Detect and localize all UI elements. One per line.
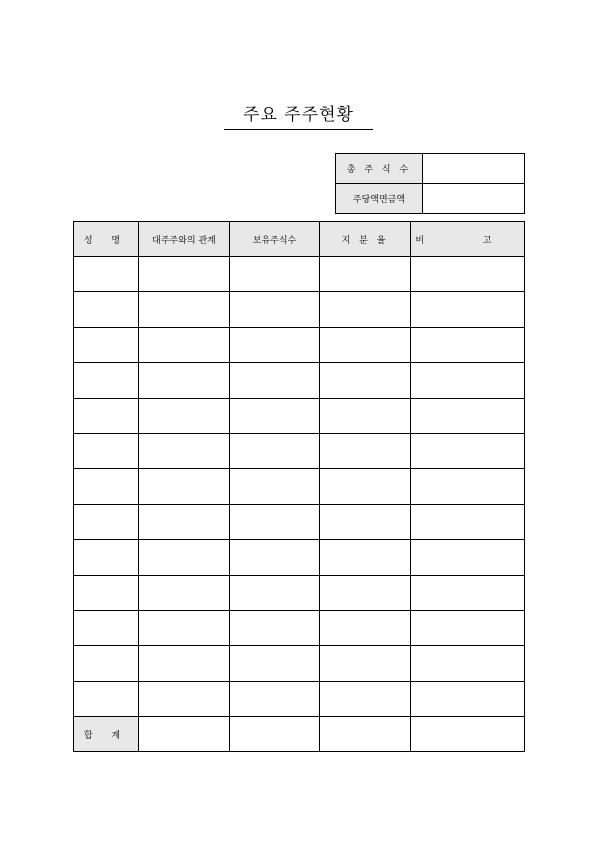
summary-row-total-shares	[336, 154, 525, 184]
shares-held-cell[interactable]	[230, 646, 320, 681]
relationship-cell[interactable]	[139, 575, 230, 610]
relationship-cell[interactable]	[139, 646, 230, 681]
table-body	[74, 257, 525, 717]
table-row	[74, 540, 525, 575]
header-relationship: 대주주와의 관계	[139, 222, 230, 257]
name-cell[interactable]	[74, 327, 139, 362]
relationship-cell[interactable]	[139, 363, 230, 398]
shares-held-cell[interactable]	[230, 610, 320, 645]
shares-held-cell[interactable]	[230, 363, 320, 398]
table-row	[74, 398, 525, 433]
name-cell[interactable]	[74, 681, 139, 716]
header-shares-held: 보유주식수	[230, 222, 320, 257]
par-value-label: 주당액면금액	[336, 184, 423, 214]
table-row	[74, 575, 525, 610]
relationship-cell[interactable]	[139, 327, 230, 362]
total-relationship-cell[interactable]	[139, 717, 230, 752]
name-cell[interactable]	[74, 504, 139, 539]
table-row	[74, 610, 525, 645]
remarks-cell[interactable]	[411, 257, 525, 292]
ownership-ratio-cell[interactable]	[320, 575, 411, 610]
relationship-cell[interactable]	[139, 257, 230, 292]
shares-held-cell[interactable]	[230, 575, 320, 610]
ownership-ratio-cell[interactable]	[320, 398, 411, 433]
relationship-cell[interactable]	[139, 469, 230, 504]
table-row	[74, 292, 525, 327]
ownership-ratio-cell[interactable]	[320, 363, 411, 398]
header-name: 성 명	[74, 222, 139, 257]
shares-held-cell[interactable]	[230, 292, 320, 327]
ownership-ratio-cell[interactable]	[320, 292, 411, 327]
ownership-ratio-cell[interactable]	[320, 610, 411, 645]
remarks-cell[interactable]	[411, 646, 525, 681]
name-cell[interactable]	[74, 540, 139, 575]
remarks-cell[interactable]	[411, 575, 525, 610]
title-underline	[224, 129, 373, 130]
relationship-cell[interactable]	[139, 681, 230, 716]
relationship-cell[interactable]	[139, 540, 230, 575]
ownership-ratio-cell[interactable]	[320, 433, 411, 468]
remarks-cell[interactable]	[411, 540, 525, 575]
name-cell[interactable]	[74, 469, 139, 504]
name-cell[interactable]	[74, 363, 139, 398]
table-row	[74, 646, 525, 681]
table-row	[74, 433, 525, 468]
relationship-cell[interactable]	[139, 433, 230, 468]
table-row	[74, 327, 525, 362]
name-cell[interactable]	[74, 433, 139, 468]
remarks-cell[interactable]	[411, 504, 525, 539]
total-shares-value[interactable]	[423, 154, 525, 184]
relationship-cell[interactable]	[139, 292, 230, 327]
shares-held-cell[interactable]	[230, 681, 320, 716]
table-row	[74, 363, 525, 398]
header-remarks: 비 고	[411, 222, 525, 257]
ownership-ratio-cell[interactable]	[320, 681, 411, 716]
ownership-ratio-cell[interactable]	[320, 540, 411, 575]
ownership-ratio-cell[interactable]	[320, 257, 411, 292]
remarks-cell[interactable]	[411, 681, 525, 716]
total-label: 합 계	[74, 717, 139, 752]
shares-held-cell[interactable]	[230, 469, 320, 504]
summary-row-par-value	[336, 184, 525, 214]
name-cell[interactable]	[74, 257, 139, 292]
remarks-cell[interactable]	[411, 610, 525, 645]
table-row	[74, 257, 525, 292]
relationship-cell[interactable]	[139, 398, 230, 433]
ownership-ratio-cell[interactable]	[320, 469, 411, 504]
table-row	[74, 469, 525, 504]
share-summary-table	[335, 153, 525, 214]
ownership-ratio-cell[interactable]	[320, 646, 411, 681]
total-shares-label: 총 주 식 수	[336, 154, 423, 184]
shares-held-cell[interactable]	[230, 327, 320, 362]
name-cell[interactable]	[74, 398, 139, 433]
remarks-cell[interactable]	[411, 363, 525, 398]
remarks-cell[interactable]	[411, 469, 525, 504]
total-shares-cell[interactable]	[230, 717, 320, 752]
par-value-value[interactable]	[423, 184, 525, 214]
name-cell[interactable]	[74, 610, 139, 645]
name-cell[interactable]	[74, 292, 139, 327]
name-cell[interactable]	[74, 646, 139, 681]
remarks-cell[interactable]	[411, 292, 525, 327]
remarks-cell[interactable]	[411, 398, 525, 433]
ownership-ratio-cell[interactable]	[320, 504, 411, 539]
ownership-ratio-cell[interactable]	[320, 327, 411, 362]
shares-held-cell[interactable]	[230, 504, 320, 539]
shares-held-cell[interactable]	[230, 398, 320, 433]
table-header-row	[74, 222, 525, 257]
shares-held-cell[interactable]	[230, 257, 320, 292]
shares-held-cell[interactable]	[230, 433, 320, 468]
total-ratio-cell[interactable]	[320, 717, 411, 752]
shareholder-table	[73, 221, 525, 752]
total-remarks-cell[interactable]	[411, 717, 525, 752]
document-title: 주요 주주현황	[243, 105, 354, 125]
name-cell[interactable]	[74, 575, 139, 610]
table-row	[74, 681, 525, 716]
shares-held-cell[interactable]	[230, 540, 320, 575]
total-row	[74, 717, 525, 752]
remarks-cell[interactable]	[411, 433, 525, 468]
remarks-cell[interactable]	[411, 327, 525, 362]
header-ownership-ratio: 지 분 율	[320, 222, 411, 257]
relationship-cell[interactable]	[139, 610, 230, 645]
table-row	[74, 504, 525, 539]
relationship-cell[interactable]	[139, 504, 230, 539]
